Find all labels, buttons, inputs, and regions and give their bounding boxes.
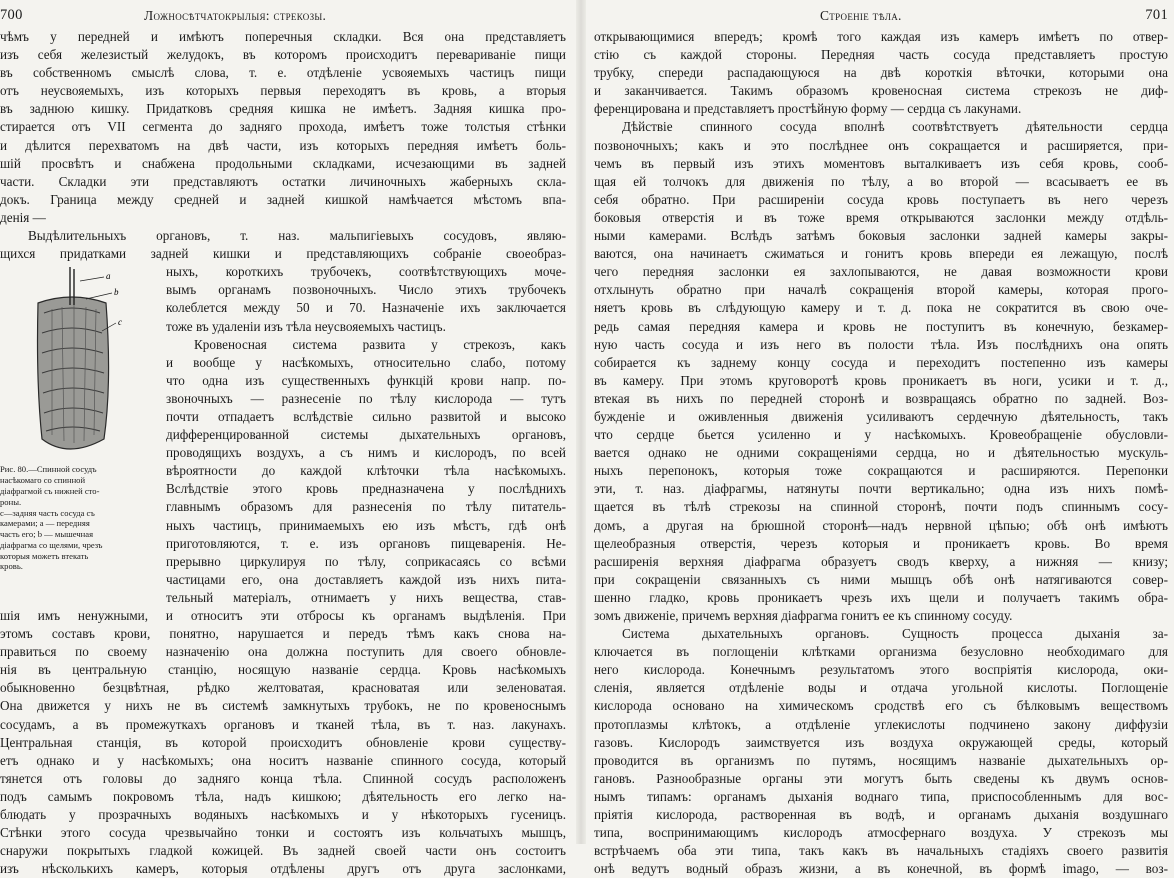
text-line: ваются, она начинаетъ сжиматься и гонитъ кровь впереди ея лежащую, послѣ bbox=[594, 246, 1168, 262]
text-line: чѣмъ у передней и имѣютъ поперечныя складки. Вся она представляетъ bbox=[0, 29, 566, 44]
left-page-text bbox=[0, 28, 566, 878]
text-line: щелеобразныя отверстія, черезъ которыя и проникаетъ кровь. Во время bbox=[594, 535, 1168, 551]
text-line: проводящихъ воздухъ, а съ нимъ и кислородъ, по всей bbox=[166, 445, 566, 461]
text-line: въ собственномъ смыслѣ слова, т. е. отдѣленіе усвояемыхъ частицъ пищи bbox=[0, 65, 566, 81]
page-number-left: 700 bbox=[0, 7, 23, 23]
text-line: чего передняя заслонки ея захлопываются, не давая возможности крови bbox=[594, 264, 1168, 280]
text-line: отъ неусвояемыхъ, изъ которыхъ первыя переходятъ въ кровь, а вторыя bbox=[0, 83, 566, 99]
text-line: ключается въ поглощеніи клѣтками организма безусловно необходимаго для bbox=[594, 644, 1168, 660]
text-line: прерывно циркулируя по тѣлу, соприкасаясь со всѣми bbox=[166, 553, 566, 569]
caption-line: камерами; a — передняя bbox=[0, 518, 90, 529]
text-line: трубку, спереди распадающуюся на двѣ короткія вѣточки, которыми она bbox=[594, 65, 1168, 81]
text-line: редь самая передняя камера и кровь не поступитъ въ конечную, безкамер- bbox=[594, 318, 1168, 334]
text-line: вѣроятности до каждой клѣточки тѣла насѣкомыхъ. bbox=[166, 463, 566, 479]
text-line: и заканчивается. Такимъ образомъ кровеносная система стрекозъ не диф- bbox=[594, 83, 1168, 99]
text-line: колеблется между 50 и 70. Назначеніе ихъ заключается bbox=[166, 300, 566, 316]
text-line: бужденіе и оживленныя движенія усиливаютъ сердечную дѣятельность, такъ bbox=[594, 408, 1168, 424]
text-line: сленія, является отдѣленіе воды и отдача угольной кислоты. Поглощеніе bbox=[594, 680, 1168, 696]
figure-caption bbox=[0, 464, 150, 572]
right-page-text bbox=[594, 28, 1168, 878]
text-line: тельный матеріалъ, отнимаетъ у нихъ вещества, став- bbox=[166, 589, 566, 605]
left-page-header bbox=[0, 0, 566, 28]
text-line: проводится въ организмъ по путямъ, носящимъ названіе дыхательныхъ ор- bbox=[594, 752, 1168, 768]
text-line: Вслѣдствіе этого кровь предназначена у послѣднихъ bbox=[166, 481, 566, 497]
text-line: домъ, а другая на брюшной сторонѣ—надъ нервной цѣпью; обѣ онѣ имѣютъ bbox=[594, 517, 1168, 533]
text-line: открывающимися впередъ; кромѣ того каждая изъ камеръ имѣетъ по отвер- bbox=[594, 29, 1168, 44]
text-line: Она движется у нихъ не въ системѣ замкнутыхъ трубокъ, не по кровеноснымъ bbox=[0, 698, 566, 714]
text-line: вается однако не одними сокращеніями сердца, но и дѣятельностью мускуль- bbox=[594, 445, 1168, 461]
text-line: втекая въ нихъ по передней сторонѣ и возвращаясь обратно по задней. Воз- bbox=[594, 390, 1168, 406]
text-line: докъ. Граница между средней и задней кишкой намѣчается мѣстомъ впа- bbox=[0, 191, 566, 207]
text-line: Центральная станція, въ которой происходитъ обновленіе крови существу- bbox=[0, 734, 566, 750]
caption-line: діафрагмой съ нижней сто- bbox=[0, 485, 100, 496]
text-line: Стѣнки этого сосуда чрезвычайно тонки и состоятъ изъ кольчатыхъ мышцъ, bbox=[0, 825, 566, 841]
text-line: пріятія кислорода, растворенная въ водѣ, и органамъ дыханія воздушнаго bbox=[594, 807, 1168, 823]
text-line: газовъ. Кислородъ заимствуется изъ воздуха окружающей среды, который bbox=[594, 734, 1168, 750]
page-number-right: 701 bbox=[1145, 7, 1168, 23]
text-line: чемъ въ первый изъ этихъ моментовъ выталкиваетъ изъ себя кровь, сооб- bbox=[594, 155, 1168, 171]
text-line: нія въ центральную станцію, носящую названіе сердца. Кровь насѣкомыхъ bbox=[0, 662, 566, 678]
text-line: собирается къ заднему концу сосуда и переходитъ постепенно изъ камеры bbox=[594, 354, 1168, 370]
figure-label-c: c bbox=[118, 317, 122, 328]
text-line: въ заднюю кишку. Придатковъ средняя кишка не имѣетъ. Задняя кишка про- bbox=[0, 101, 566, 117]
text-line: сосудамъ, а въ промежуткахъ органовъ и тканей тѣла, въ т. наз. лакунахъ. bbox=[0, 716, 566, 732]
text-line: правиться по своему назначенію она должна поступить для своего обновле- bbox=[0, 644, 566, 660]
text-line: онѣ ведутъ водный образъ жизни, а въ конечной, въ формѣ imago, — воз- bbox=[594, 861, 1168, 877]
figure-label-a: a bbox=[106, 271, 111, 282]
text-line: вымъ органамъ позвоночныхъ. Число этихъ трубочекъ bbox=[166, 282, 566, 298]
text-line: части. Складки эти представляютъ остатки личиночныхъ жаберныхъ скла- bbox=[0, 173, 566, 189]
text-line: и дѣлится перехватомъ на двѣ части, изъ которыхъ передняя имѣетъ боль- bbox=[0, 137, 566, 153]
caption-line: которыя можетъ втекать bbox=[0, 550, 89, 561]
text-line: позвоночныхъ; какъ и это послѣднее онъ сокращается и расширяется, при- bbox=[594, 137, 1168, 153]
section-heading-line: Выдѣлительныхъ органовъ, т. наз. мальпигіевыхъ сосудовъ, являю- bbox=[28, 228, 566, 244]
text-line: боковыя отверстія и въ тоже время открываются заслонки между отдѣль- bbox=[594, 209, 1168, 225]
figure-label-b: b bbox=[114, 287, 119, 298]
text-line: и вообще у насѣкомыхъ, относительно слабо, потому bbox=[166, 354, 566, 370]
text-line: изъ нѣсколькихъ камеръ, которыя отдѣлены другъ отъ друга заслонками, bbox=[0, 861, 566, 877]
text-line: щихся придатками задней кишки и представляющихъ собраніе своеобраз- bbox=[0, 246, 566, 262]
text-line: снаружи покрытыхъ гладкой кожицей. Въ задней своей части онъ состоитъ bbox=[0, 843, 566, 859]
figure-80 bbox=[0, 263, 150, 572]
text-line: ференцирована и представляетъ простѣйную форму — сердца съ лакунами. bbox=[594, 101, 1022, 117]
text-line: обыкновенно безцвѣтная, рѣдко желтоватая, красноватая или зеленоватая. bbox=[0, 680, 566, 696]
text-line: что сердце бьется усиленно и у насѣкомыхъ. Кровеобращеніе обусловли- bbox=[594, 427, 1168, 443]
caption-line: Рис. 80.—Спинной сосудъ bbox=[0, 464, 97, 475]
caption-line: кровь. bbox=[0, 561, 23, 572]
text-line: кислорода основано на химическомъ сродствѣ его съ бѣлковымъ веществомъ bbox=[594, 698, 1168, 714]
text-line: отхлынуть обратно при началѣ сокращенія второй камеры, которая прого- bbox=[594, 282, 1168, 298]
text-line: блюдать у прозрачныхъ водяныхъ насѣкомыхъ и у нѣкоторыхъ гусеницъ. bbox=[0, 807, 566, 823]
text-line: денія — bbox=[0, 209, 46, 225]
text-line: Кровеносная система развита у стрекозъ, какъ bbox=[194, 336, 566, 352]
text-line: шій просвѣтъ и снабжена продольными складками, исчезающими въ задней bbox=[0, 155, 566, 171]
text-line: приготовляются, т. е. изъ органовъ пищеваренія. Не- bbox=[166, 535, 566, 551]
text-line: ныхъ перепонокъ, которыя тоже сокращаются и расширяются. Перепонки bbox=[594, 463, 1168, 479]
text-line: гановъ. Разнообразные органы эти могутъ быть сведены къ двумъ основ- bbox=[594, 770, 1168, 786]
text-line: щается въ тѣлѣ стрекозы на спинной сторонѣ, почти подъ спиннымъ сосу- bbox=[594, 499, 1168, 515]
caption-line: насѣкомаго со спинной bbox=[0, 475, 86, 486]
right-page-header bbox=[594, 0, 1168, 28]
text-line: дифференцированной системы дыхательныхъ органовъ, bbox=[166, 427, 566, 443]
text-line: етъ однако и у насѣкомыхъ; она носитъ названіе спинного сосуда, который bbox=[0, 752, 566, 768]
text-line: главнымъ образомъ для разнесенія по тѣлу питатель- bbox=[166, 499, 566, 515]
text-line: въ камеру. При этомъ круговоротѣ кровь проникаетъ въ ноги, усики и т. д., bbox=[594, 372, 1168, 388]
text-line: стію съ каждой стороны. Передняя часть сосуда представляетъ простую bbox=[594, 47, 1168, 63]
text-line: шенно гладко, кровь проникаетъ чрезъ ихъ щели и получаетъ такимъ обра- bbox=[594, 589, 1168, 605]
text-line: этомъ составъ крови, понятно, нарушается и передъ тѣмъ какъ снова на- bbox=[0, 626, 566, 642]
text-line: подъ самымъ покровомъ тѣла, надъ кишкою; дѣятельность его легко на- bbox=[0, 788, 566, 804]
text-line: шія имъ ненужными, и относитъ эти отбросы къ органамъ выдѣленія. При bbox=[0, 608, 566, 623]
text-line: звоночныхъ — разнесеніе по тѣлу кислорода — тутъ bbox=[166, 390, 566, 406]
text-line: протоплазмы клѣтокъ, а отдѣленіе углекислоты подчинено закону диффузіи bbox=[594, 716, 1168, 732]
text-line: ную часть сосуда и изъ него въ полости тѣла. Изъ послѣднихъ она опять bbox=[594, 336, 1168, 352]
text-line: почти отпадаетъ вслѣдствіе сильно развитой и высоко bbox=[166, 408, 566, 424]
text-line: себя обратно. При расширеніи сосуда кровь поступаетъ въ него черезъ bbox=[594, 191, 1168, 207]
caption-line: діафрагма со щелями, чрезъ bbox=[0, 539, 103, 550]
text-line: ными камерами. Вслѣдъ затѣмъ боковыя заслонки задней камеры закры- bbox=[594, 228, 1168, 244]
text-line: частицами его, она доставляетъ каждой изъ нихъ пита- bbox=[166, 571, 566, 587]
text-line: Система дыхательныхъ органовъ. Сущность процесса дыханія за- bbox=[622, 626, 1168, 642]
text-line: ныхъ частицъ, принимаемыхъ ею изъ мѣстъ, гдѣ онѣ bbox=[166, 517, 566, 533]
text-line: тянется отъ головы до задняго конца тѣла. Спинной сосудъ расположенъ bbox=[0, 770, 566, 786]
running-title-right: Строеніе тѣла. bbox=[820, 8, 902, 23]
text-line: встрѣчаемъ оба эти типа, такъ какъ въ начальныхъ стадіяхъ своего развитія bbox=[594, 843, 1168, 859]
text-line: ныхъ, короткихъ трубочекъ, соотвѣтствующихъ моче- bbox=[166, 264, 566, 280]
text-line: расширенія верхняя діафрагма образуетъ сводъ кверху, а нижняя — книзу; bbox=[594, 553, 1168, 569]
right-page bbox=[594, 0, 1168, 877]
text-line: стирается отъ VII сегмента до задняго прохода, имѣетъ тоже толстыя стѣнки bbox=[0, 119, 566, 135]
text-line: изъ себя железистый желудокъ, въ которомъ происходитъ перевариваніе пищи bbox=[0, 47, 566, 63]
text-line: что одна изъ существенныхъ функцій крови напр. по- bbox=[166, 372, 566, 388]
figure-wrap-area bbox=[0, 263, 566, 607]
text-line: при сокращеніи связанныхъ съ ними мышцъ обѣ онѣ натягиваются совер- bbox=[594, 571, 1168, 587]
dorsal-vessel-illustration bbox=[8, 263, 128, 459]
text-beside-figure bbox=[166, 263, 566, 607]
book-gutter bbox=[576, 0, 586, 844]
text-line: него кислорода. Конечнымъ результатомъ этого воспріятія кислорода, оки- bbox=[594, 662, 1168, 678]
caption-line: часть его; b — мышечная bbox=[0, 529, 94, 540]
text-line: тоже въ удаленіи изъ тѣла неусвояемыхъ частицъ. bbox=[166, 318, 446, 334]
left-page bbox=[0, 0, 566, 877]
text-line: эти, т. наз. діафрагмы, натянуты почти вертикально; одна изъ нихъ помѣ- bbox=[594, 481, 1168, 497]
text-line: Дѣйствіе спинного сосуда вполнѣ соотвѣтствуетъ дѣятельности сердца bbox=[622, 119, 1168, 135]
caption-line: роны. bbox=[0, 496, 22, 507]
running-title-left: Ложносѣтчатокрылыя: стрекозы. bbox=[144, 8, 327, 23]
text-line: типа, воспринимающимъ кислородъ атмосфернаго воздуха. У стрекозъ мы bbox=[594, 825, 1168, 841]
text-line: нымъ типамъ: органамъ дыханія воднаго типа, приспособленнымъ для вос- bbox=[594, 788, 1168, 804]
text-line: няетъ кровь въ слѣдующую камеру и т. д. пока не сократится въ свою оче- bbox=[594, 300, 1168, 316]
text-line: зомъ движеніе, причемъ верхняя діафрагма гонитъ ее къ спинному сосуду. bbox=[594, 608, 1013, 623]
text-line: щая ей толчокъ для движенія по тѣлу, а во второй — всасываетъ ее въ bbox=[594, 173, 1168, 189]
caption-line: c—задняя часть сосуда съ bbox=[0, 507, 95, 518]
